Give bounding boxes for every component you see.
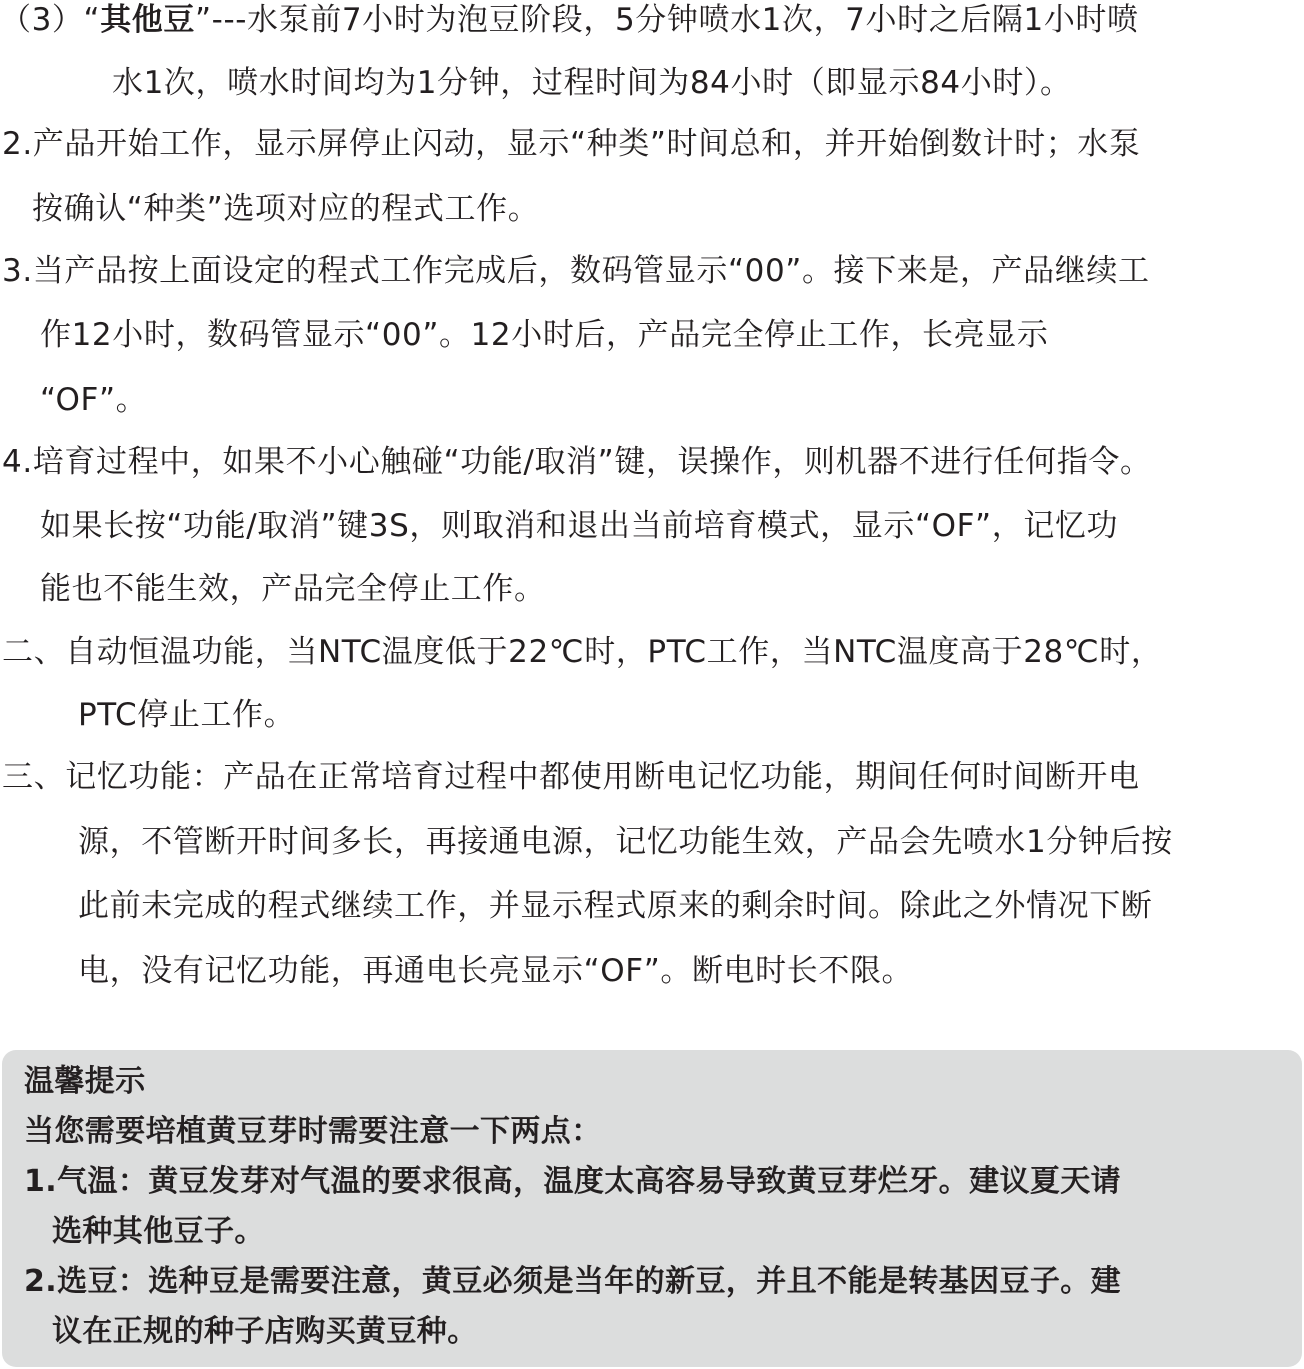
section3-line4: 电，没有记忆功能，再通电长亮显示“OF”。断电时长不限。: [78, 953, 914, 989]
tips-title: 温馨提示: [24, 1064, 146, 1099]
tips-intro: 当您需要培植黄豆芽时需要注意一下两点：: [24, 1114, 602, 1149]
step4-line3: 能也不能生效，产品完全停止工作。: [40, 571, 546, 607]
item3-rest: ”---水泵前7小时为泡豆阶段，5分钟喷水1次，7小时之后隔1小时喷: [195, 2, 1139, 38]
tips-point2-line1: 2.选豆：选种豆是需要注意，黄豆必须是当年的新豆，并且不能是转基因豆子。建: [24, 1264, 1122, 1299]
step2-line2: 按确认“种类”选项对应的程式工作。: [32, 191, 540, 227]
item3-line2: 水1次，喷水时间均为1分钟，过程时间为84小时（即显示84小时）。: [112, 65, 1072, 101]
tips-box: [2, 1050, 1302, 1367]
section3-line3: 此前未完成的程式继续工作，并显示程式原来的剩余时间。除此之外情况下断: [78, 888, 1153, 924]
step2-line1: 2.产品开始工作，显示屏停止闪动，显示“种类”时间总和，并开始倒数计时；水泵: [2, 126, 1141, 162]
item3-prefix: （3）“: [0, 2, 101, 38]
tips-point1-line1: 1.气温：黄豆发芽对气温的要求很高，温度太高容易导致黄豆芽烂牙。建议夏天请: [24, 1164, 1122, 1199]
section2-line1: 二、自动恒温功能，当NTC温度低于22℃时，PTC工作，当NTC温度高于28℃时，: [2, 634, 1163, 670]
tips-point1-line2: 选种其他豆子。: [52, 1214, 265, 1249]
step3-line3: “OF”。: [40, 382, 148, 418]
section2-line2: PTC停止工作。: [78, 697, 296, 733]
item3-line1: [0, 0, 1139, 40]
section3-line2: 源，不管断开时间多长，再接通电源，记忆功能生效，产品会先喷水1分钟后按: [78, 824, 1173, 860]
item3-bold-label: 其他豆: [100, 2, 195, 38]
step4-line1: 4.培育过程中，如果不小心触碰“功能/取消”键，误操作，则机器不进行任何指令。: [2, 444, 1152, 480]
tips-point2-line2: 议在正规的种子店购买黄豆种。: [52, 1314, 478, 1349]
step3-line1: 3.当产品按上面设定的程式工作完成后，数码管显示“00”。接下来是，产品继续工: [2, 253, 1150, 289]
section3-line1: 三、记忆功能：产品在正常培育过程中都使用断电记忆功能，期间任何时间断开电: [2, 759, 1140, 795]
step3-line2: 作12小时，数码管显示“00”。12小时后，产品完全停止工作，长亮显示: [40, 317, 1049, 353]
step4-line2: 如果长按“功能/取消”键3S，则取消和退出当前培育模式，显示“OF”，记忆功: [40, 508, 1119, 544]
